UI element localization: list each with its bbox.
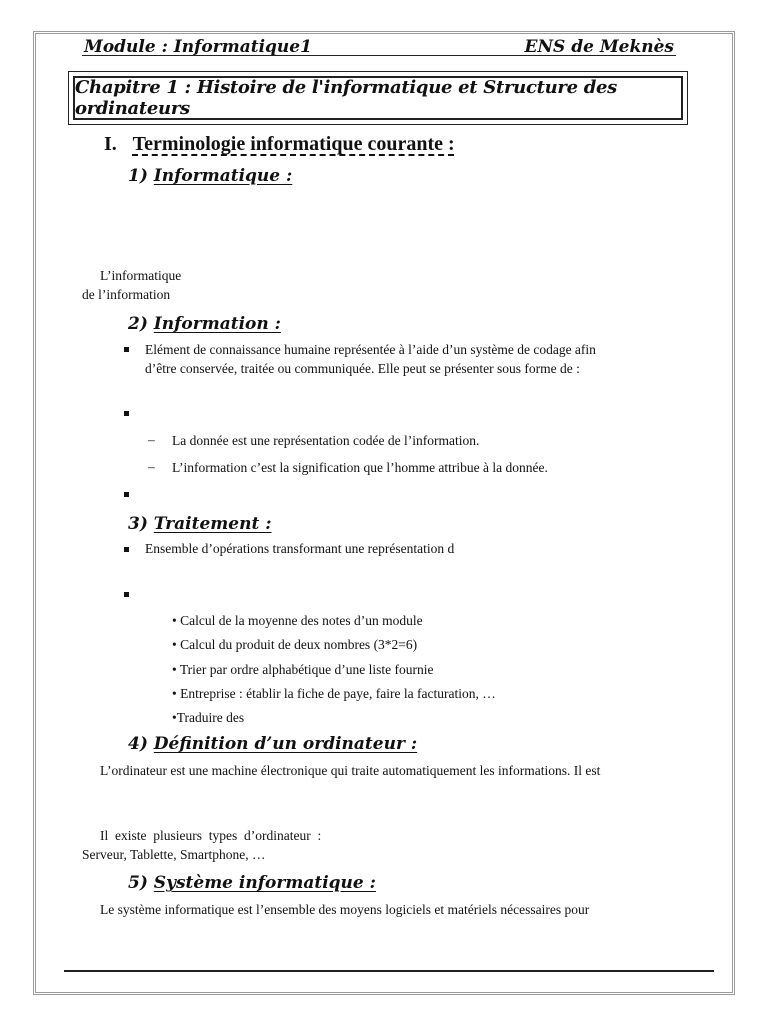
subsection-title: Définition d’un ordinateur : (153, 734, 418, 754)
subsection-title: Information : (153, 314, 281, 334)
systeme-def: Le système informatique est l’ensemble des moyens logiciels et matériels nécessaires pour (100, 902, 590, 917)
ordinateur-def: L’ordinateur est une machine électronique qui traite automatiquement les informations. Il est (100, 763, 601, 778)
chapter-title-box (68, 71, 688, 125)
bullet-square (124, 547, 129, 552)
subsection-title: Système informatique : (153, 873, 376, 893)
dash-marker: – (148, 432, 155, 447)
subsection-information (128, 314, 281, 334)
subsection-traitement (128, 514, 272, 534)
traitement-def: Ensemble d’opérations transformant une représentation d (145, 541, 455, 556)
footer-rule (64, 970, 714, 972)
section-heading: Terminologie informatique courante : (132, 133, 455, 155)
subsection-title: Traitement : (153, 514, 272, 534)
example-item: • Calcul du produit de deux nombres (3*2=6) (172, 637, 418, 652)
subsection-number: 2) (128, 314, 148, 334)
subsection-ordinateur (128, 734, 417, 754)
subsection-number: 1) (128, 166, 148, 186)
subsection-number: 4) (128, 734, 148, 754)
header-module: Module : Informatique1 (84, 37, 312, 57)
example-item: • Entreprise : établir la fiche de paye, faire la facturation, … (172, 686, 496, 701)
subsection-number: 5) (128, 873, 148, 893)
bullet-square (124, 592, 129, 597)
information-def-line1: Elément de connaissance humaine représentée à l’aide d’un système de codage afin (145, 342, 596, 357)
bullet-square (124, 347, 129, 352)
example-item: •Traduire des (172, 710, 245, 725)
example-item: • Calcul de la moyenne des notes d’un module (172, 613, 423, 628)
information-def-line2: d’être conservée, traitée ou communiquée. Elle peut se présenter sous forme de : (145, 361, 580, 376)
bullet-square (124, 411, 129, 416)
subsection-title: Informatique : (153, 166, 293, 186)
informatique-line1: L’informatique (100, 268, 182, 283)
section-title (104, 133, 455, 156)
header-school: ENS de Meknès (524, 37, 674, 57)
information-dash1: La donnée est une représentation codée de l’information. (172, 433, 480, 448)
ordinateur-types-list: Serveur, Tablette, Smartphone, … (82, 847, 266, 862)
section-number: I. (104, 133, 117, 155)
information-dash2: L’information c’est la signification que l’homme attribue à la donnée. (172, 460, 548, 475)
informatique-line2: de l’information (82, 287, 171, 302)
subsection-number: 3) (128, 514, 148, 534)
dash-marker: – (148, 459, 155, 474)
subsection-informatique (128, 166, 292, 186)
bullet-square (124, 492, 129, 497)
header-rule (82, 55, 676, 56)
subsection-systeme (128, 873, 376, 893)
chapter-title: Chapitre 1 : Histoire de l'informatique et Structure des ordinateurs (75, 77, 617, 119)
ordinateur-types: Il existe plusieurs types d’ordinateur : (100, 828, 322, 843)
example-item: • Trier par ordre alphabétique d’une liste fournie (172, 662, 434, 677)
